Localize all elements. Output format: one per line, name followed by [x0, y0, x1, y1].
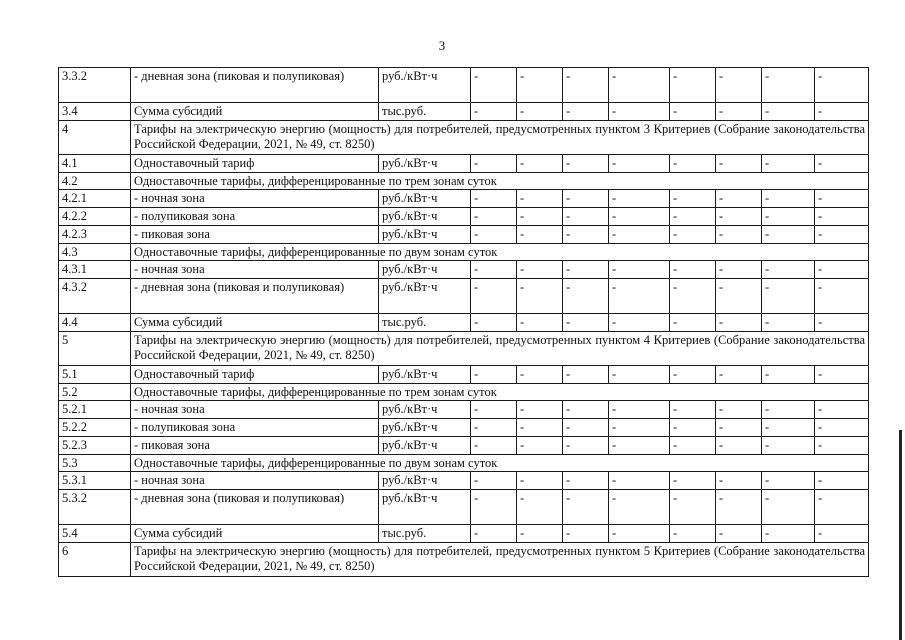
value-cell: - [609, 208, 670, 226]
table-row [59, 121, 869, 155]
value-cell: - [670, 437, 716, 455]
value-cell: - [563, 525, 609, 543]
value-cell: - [563, 103, 609, 121]
value-cell: - [517, 261, 563, 279]
value-cell: - [762, 314, 815, 332]
row-label: Одноставочный тариф [131, 366, 379, 384]
row-label: - ночная зона [131, 261, 379, 279]
value-cell: - [716, 472, 762, 490]
table-row [59, 103, 869, 121]
value-cell: - [517, 155, 563, 173]
value-cell: - [609, 190, 670, 208]
value-cell: - [670, 401, 716, 419]
row-label: Сумма субсидий [131, 103, 379, 121]
value-cell: - [517, 490, 563, 525]
value-cell: - [762, 419, 815, 437]
row-number: 5.2.1 [59, 401, 131, 419]
row-number: 5.2.3 [59, 437, 131, 455]
table-row [59, 279, 869, 314]
row-label: - дневная зона (пиковая и полупиковая) [131, 490, 379, 525]
scan-edge-shadow [899, 430, 902, 640]
value-cell: - [762, 103, 815, 121]
row-label: - дневная зона (пиковая и полупиковая) [131, 279, 379, 314]
row-number: 4 [59, 121, 131, 155]
value-cell: - [716, 155, 762, 173]
value-cell: - [517, 525, 563, 543]
value-cell: - [471, 190, 517, 208]
row-unit: руб./кВт·ч [379, 155, 471, 173]
row-unit: тыс.руб. [379, 525, 471, 543]
value-cell: - [517, 366, 563, 384]
table-row [59, 190, 869, 208]
value-cell: - [609, 401, 670, 419]
value-cell: - [563, 190, 609, 208]
value-cell: - [670, 208, 716, 226]
section-heading: Тарифы на электрическую энергию (мощность) для потребителей, предусмотренных пунктом 4 Критериев (Собрание законодательства Российской Федерации, 2021, № 49, ст. 8250) [131, 332, 869, 366]
table-row [59, 401, 869, 419]
value-cell: - [563, 279, 609, 314]
row-unit: руб./кВт·ч [379, 68, 471, 103]
table-row [59, 525, 869, 543]
value-cell: - [716, 437, 762, 455]
value-cell: - [609, 525, 670, 543]
value-cell: - [609, 490, 670, 525]
value-cell: - [815, 419, 869, 437]
row-label: - ночная зона [131, 472, 379, 490]
row-label: Сумма субсидий [131, 525, 379, 543]
row-unit: руб./кВт·ч [379, 279, 471, 314]
value-cell: - [815, 208, 869, 226]
value-cell: - [471, 490, 517, 525]
value-cell: - [815, 490, 869, 525]
value-cell: - [762, 472, 815, 490]
value-cell: - [563, 208, 609, 226]
value-cell: - [609, 103, 670, 121]
value-cell: - [609, 366, 670, 384]
row-number: 4.2.1 [59, 190, 131, 208]
row-number: 5.2.2 [59, 419, 131, 437]
table-row [59, 173, 869, 190]
section-heading: Одноставочные тарифы, дифференцированные по трем зонам суток [131, 173, 869, 190]
row-unit: руб./кВт·ч [379, 366, 471, 384]
row-number: 5.3.1 [59, 472, 131, 490]
value-cell: - [471, 472, 517, 490]
table-row [59, 490, 869, 525]
table-row [59, 455, 869, 472]
row-number: 3.4 [59, 103, 131, 121]
row-unit: руб./кВт·ч [379, 437, 471, 455]
value-cell: - [563, 314, 609, 332]
row-unit: руб./кВт·ч [379, 208, 471, 226]
value-cell: - [762, 190, 815, 208]
value-cell: - [563, 261, 609, 279]
value-cell: - [517, 68, 563, 103]
value-cell: - [670, 190, 716, 208]
value-cell: - [670, 103, 716, 121]
value-cell: - [762, 155, 815, 173]
table-row [59, 419, 869, 437]
row-label: - пиковая зона [131, 226, 379, 244]
section-heading: Одноставочные тарифы, дифференцированные по двум зонам суток [131, 455, 869, 472]
value-cell: - [517, 190, 563, 208]
value-cell: - [762, 525, 815, 543]
row-number: 4.3.2 [59, 279, 131, 314]
row-unit: руб./кВт·ч [379, 490, 471, 525]
section-heading: Тарифы на электрическую энергию (мощность) для потребителей, предусмотренных пунктом 5 Критериев (Собрание законодательства Российской Федерации, 2021, № 49, ст. 8250) [131, 543, 869, 577]
value-cell: - [471, 401, 517, 419]
value-cell: - [762, 226, 815, 244]
table-row [59, 543, 869, 577]
value-cell: - [609, 155, 670, 173]
value-cell: - [716, 68, 762, 103]
value-cell: - [563, 472, 609, 490]
value-cell: - [716, 419, 762, 437]
row-label: Одноставочный тариф [131, 155, 379, 173]
row-unit: руб./кВт·ч [379, 419, 471, 437]
row-number: 5.3.2 [59, 490, 131, 525]
value-cell: - [609, 68, 670, 103]
row-number: 5 [59, 332, 131, 366]
value-cell: - [762, 490, 815, 525]
row-unit: тыс.руб. [379, 314, 471, 332]
value-cell: - [517, 419, 563, 437]
value-cell: - [716, 261, 762, 279]
value-cell: - [762, 366, 815, 384]
value-cell: - [471, 103, 517, 121]
value-cell: - [815, 525, 869, 543]
value-cell: - [716, 490, 762, 525]
value-cell: - [670, 68, 716, 103]
value-cell: - [517, 103, 563, 121]
table-row [59, 244, 869, 261]
page-number: 3 [438, 38, 446, 53]
value-cell: - [471, 261, 517, 279]
row-unit: руб./кВт·ч [379, 226, 471, 244]
value-cell: - [563, 226, 609, 244]
value-cell: - [670, 419, 716, 437]
value-cell: - [716, 103, 762, 121]
value-cell: - [609, 279, 670, 314]
value-cell: - [815, 68, 869, 103]
value-cell: - [670, 525, 716, 543]
row-number: 5.4 [59, 525, 131, 543]
row-label: Сумма субсидий [131, 314, 379, 332]
value-cell: - [670, 472, 716, 490]
value-cell: - [716, 314, 762, 332]
row-label: - полупиковая зона [131, 419, 379, 437]
value-cell: - [563, 366, 609, 384]
value-cell: - [471, 314, 517, 332]
row-unit: руб./кВт·ч [379, 261, 471, 279]
row-number: 5.3 [59, 455, 131, 472]
value-cell: - [471, 68, 517, 103]
value-cell: - [762, 279, 815, 314]
value-cell: - [670, 279, 716, 314]
value-cell: - [762, 437, 815, 455]
value-cell: - [563, 437, 609, 455]
value-cell: - [517, 226, 563, 244]
section-heading: Одноставочные тарифы, дифференцированные по двум зонам суток [131, 244, 869, 261]
value-cell: - [563, 68, 609, 103]
value-cell: - [670, 226, 716, 244]
value-cell: - [815, 366, 869, 384]
value-cell: - [815, 401, 869, 419]
row-label: - пиковая зона [131, 437, 379, 455]
section-heading: Одноставочные тарифы, дифференцированные по трем зонам суток [131, 384, 869, 401]
value-cell: - [670, 366, 716, 384]
row-number: 5.1 [59, 366, 131, 384]
table-row [59, 384, 869, 401]
table-row [59, 314, 869, 332]
value-cell: - [670, 490, 716, 525]
value-cell: - [716, 190, 762, 208]
value-cell: - [609, 437, 670, 455]
value-cell: - [609, 261, 670, 279]
value-cell: - [471, 279, 517, 314]
row-number: 4.2 [59, 173, 131, 190]
value-cell: - [517, 314, 563, 332]
row-number: 4.3 [59, 244, 131, 261]
table-row [59, 208, 869, 226]
value-cell: - [716, 525, 762, 543]
row-label: - полупиковая зона [131, 208, 379, 226]
value-cell: - [471, 525, 517, 543]
row-unit: руб./кВт·ч [379, 190, 471, 208]
tariff-table [58, 67, 869, 577]
value-cell: - [716, 226, 762, 244]
value-cell: - [716, 366, 762, 384]
value-cell: - [716, 401, 762, 419]
value-cell: - [716, 279, 762, 314]
table-row [59, 226, 869, 244]
value-cell: - [762, 261, 815, 279]
value-cell: - [762, 68, 815, 103]
table-row [59, 437, 869, 455]
value-cell: - [815, 314, 869, 332]
value-cell: - [815, 190, 869, 208]
value-cell: - [471, 366, 517, 384]
value-cell: - [815, 437, 869, 455]
row-label: - ночная зона [131, 401, 379, 419]
table-row [59, 366, 869, 384]
value-cell: - [471, 419, 517, 437]
table-row [59, 332, 869, 366]
row-number: 4.2.3 [59, 226, 131, 244]
row-number: 4.3.1 [59, 261, 131, 279]
row-number: 3.3.2 [59, 68, 131, 103]
value-cell: - [815, 226, 869, 244]
value-cell: - [471, 226, 517, 244]
value-cell: - [517, 472, 563, 490]
value-cell: - [563, 155, 609, 173]
table-body [59, 68, 869, 577]
value-cell: - [815, 279, 869, 314]
value-cell: - [563, 401, 609, 419]
row-label: - дневная зона (пиковая и полупиковая) [131, 68, 379, 103]
table-row [59, 261, 869, 279]
value-cell: - [670, 155, 716, 173]
table-row [59, 472, 869, 490]
value-cell: - [563, 419, 609, 437]
value-cell: - [609, 314, 670, 332]
value-cell: - [670, 261, 716, 279]
table-row [59, 155, 869, 173]
value-cell: - [815, 261, 869, 279]
value-cell: - [517, 401, 563, 419]
row-unit: тыс.руб. [379, 103, 471, 121]
row-number: 4.4 [59, 314, 131, 332]
value-cell: - [762, 208, 815, 226]
row-number: 5.2 [59, 384, 131, 401]
value-cell: - [471, 208, 517, 226]
row-label: - ночная зона [131, 190, 379, 208]
value-cell: - [716, 208, 762, 226]
value-cell: - [609, 419, 670, 437]
value-cell: - [815, 155, 869, 173]
row-number: 6 [59, 543, 131, 577]
row-number: 4.2.2 [59, 208, 131, 226]
table-row [59, 68, 869, 103]
value-cell: - [471, 437, 517, 455]
value-cell: - [563, 490, 609, 525]
value-cell: - [471, 155, 517, 173]
value-cell: - [815, 103, 869, 121]
value-cell: - [815, 472, 869, 490]
row-unit: руб./кВт·ч [379, 472, 471, 490]
value-cell: - [762, 401, 815, 419]
value-cell: - [517, 437, 563, 455]
value-cell: - [670, 314, 716, 332]
section-heading: Тарифы на электрическую энергию (мощность) для потребителей, предусмотренных пунктом 3 Критериев (Собрание законодательства Российской Федерации, 2021, № 49, ст. 8250) [131, 121, 869, 155]
value-cell: - [517, 208, 563, 226]
value-cell: - [609, 226, 670, 244]
value-cell: - [517, 279, 563, 314]
row-unit: руб./кВт·ч [379, 401, 471, 419]
value-cell: - [609, 472, 670, 490]
row-number: 4.1 [59, 155, 131, 173]
